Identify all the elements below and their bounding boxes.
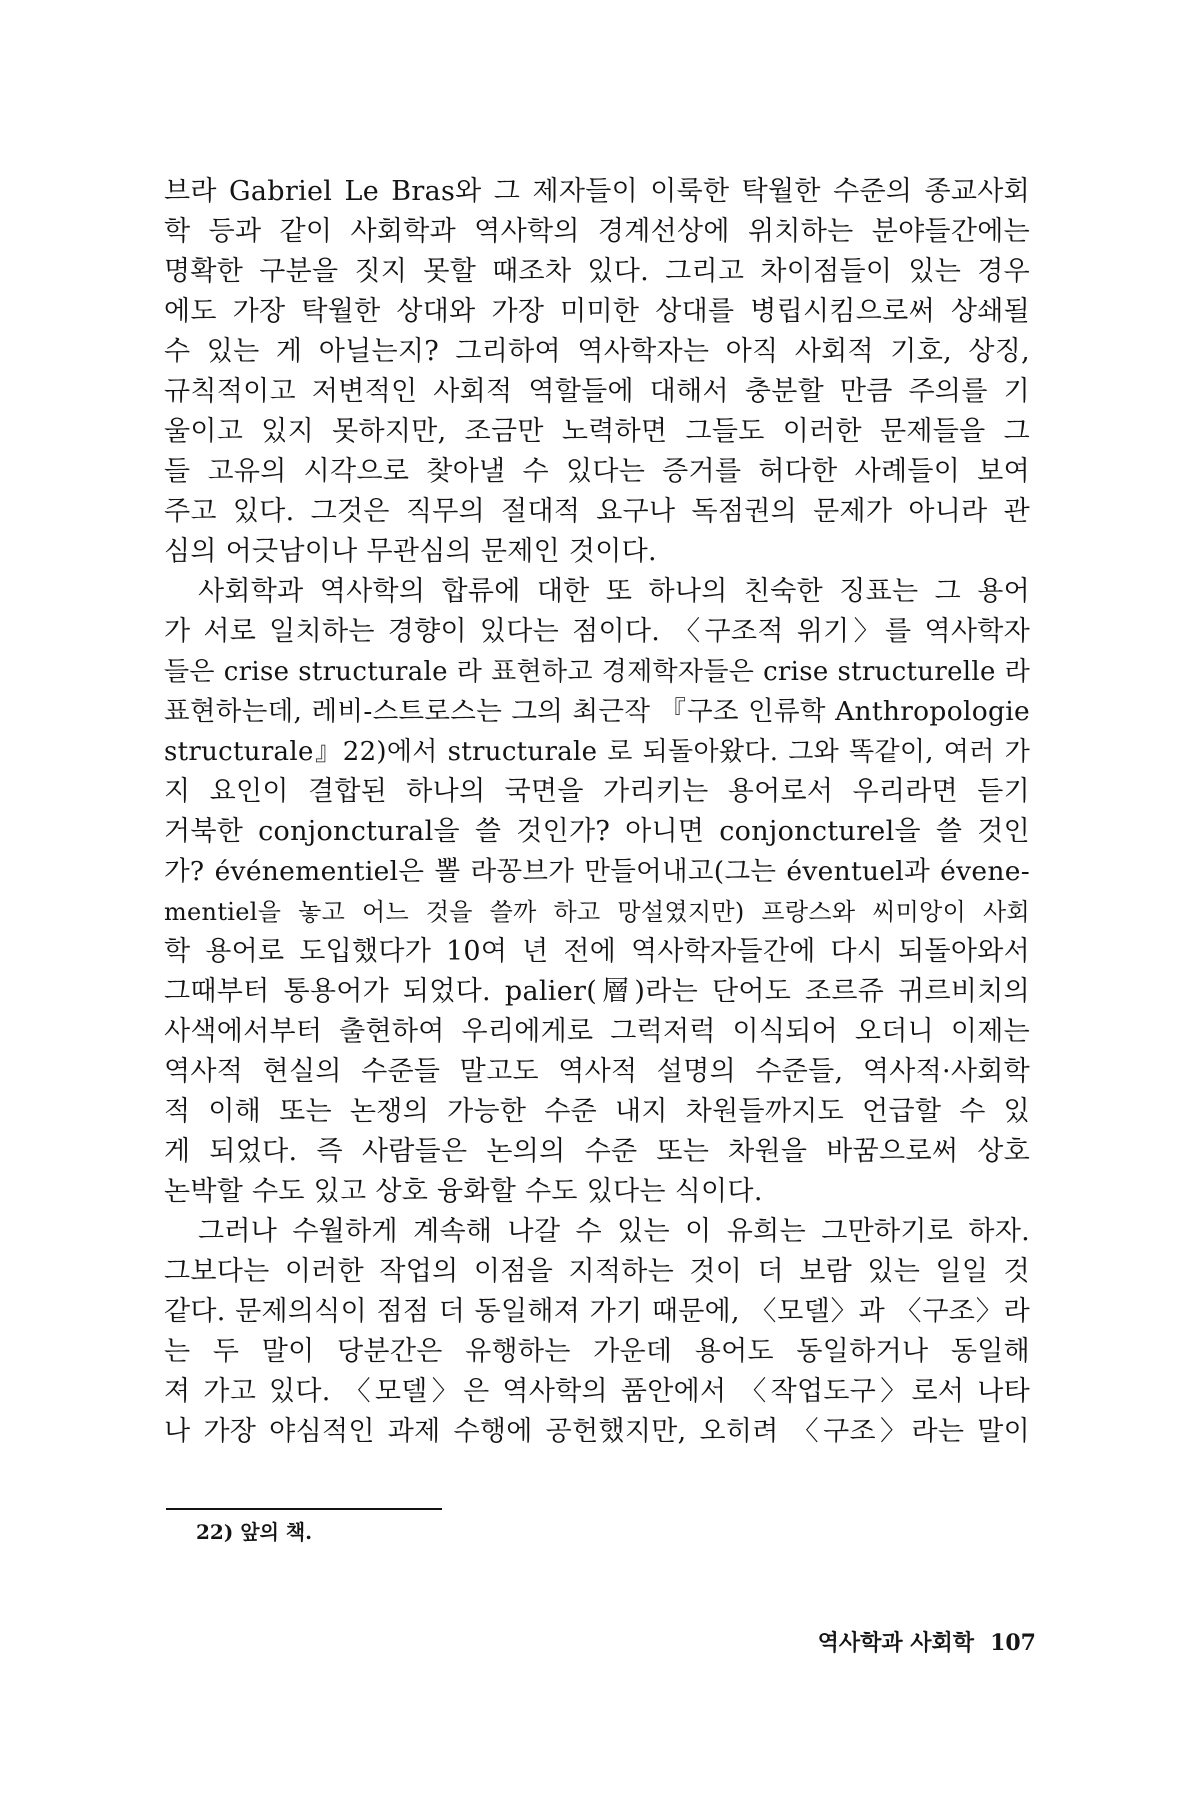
- paragraph-first-line: 그러나 수월하게 계속해 나갈 수 있는 이 유희는 그만하기로 하자.: [198, 1216, 1030, 1247]
- body-line: 규칙적이고 저변적인 사회적 역할들에 대해서 충분할 만큼 주의를 기: [164, 376, 1030, 407]
- body-line: 울이고 있지 못하지만, 조금만 노력하면 그들도 이러한 문제들을 그: [164, 416, 1030, 447]
- body-line: 명확한 구분을 짓지 못할 때조차 있다. 그리고 차이점들이 있는 경우: [164, 256, 1030, 287]
- body-line: 적 이해 또는 논쟁의 가능한 수준 내지 차원들까지도 언급할 수 있: [164, 1096, 1030, 1127]
- body-line: 논박할 수도 있고 상호 융화할 수도 있다는 식이다.: [164, 1176, 763, 1207]
- body-line: 그때부터 통용어가 되었다. palier(層)라는 단어도 조르쥬 귀르비치의: [164, 976, 1030, 1007]
- body-line: 수 있는 게 아닐는지? 그리하여 역사학자는 아직 사회적 기호, 상징,: [164, 336, 1030, 367]
- body-line: 는 두 말이 당분간은 유행하는 가운데 용어도 동일하거나 동일해: [164, 1336, 1030, 1367]
- body-line: 가 서로 일치하는 경향이 있다는 점이다. 〈구조적 위기〉를 역사학자: [164, 616, 1030, 647]
- page-number: 107: [990, 1630, 1036, 1656]
- body-line: 브라 Gabriel Le Bras와 그 제자들이 이룩한 탁월한 수준의 종교사회: [164, 176, 1030, 207]
- body-line: 사색에서부터 출현하여 우리에게로 그럭저럭 이식되어 오더니 이제는: [164, 1016, 1030, 1047]
- body-line: 나 가장 야심적인 과제 수행에 공헌했지만, 오히려 〈구조〉라는 말이: [164, 1416, 1030, 1447]
- body-line: 가? événementiel은 뽈 라꽁브가 만들어내고(그는 éventuel과 évene-: [164, 856, 1030, 887]
- body-line: mentiel을 놓고 어느 것을 쓸까 하고 망설였지만) 프랑스와 씨미앙이 사회: [164, 898, 1030, 926]
- body-line: 져 가고 있다. 〈모델〉은 역사학의 품안에서 〈작업도구〉로서 나타: [164, 1376, 1030, 1407]
- body-line: 거북한 conjonctural을 쓸 것인가? 아니면 conjoncturel을 쓸 것인: [164, 816, 1030, 847]
- body-line: 학 용어로 도입했다가 10여 년 전에 역사학자들간에 다시 되돌아와서: [164, 936, 1030, 967]
- footnote: 22) 앞의 책.: [196, 1520, 313, 1544]
- footnote-divider: [166, 1508, 442, 1510]
- running-footer: [818, 1628, 1036, 1658]
- body-line: 주고 있다. 그것은 직무의 절대적 요구나 독점권의 문제가 아니라 관: [164, 496, 1030, 527]
- paragraph-first-line: 사회학과 역사학의 합류에 대한 또 하나의 친숙한 징표는 그 용어: [198, 576, 1030, 607]
- body-line: 들은 crise structurale 라 표현하고 경제학자들은 crise structurelle 라: [164, 657, 1030, 687]
- body-line: 게 되었다. 즉 사람들은 논의의 수준 또는 차원을 바꿈으로써 상호: [164, 1136, 1030, 1167]
- body-line: structurale』22)에서 structurale 로 되돌아왔다. 그와 똑같이, 여러 가: [164, 737, 1030, 767]
- body-line: 표현하는데, 레비-스트로스는 그의 최근작 『구조 인류학 Anthropologie: [164, 696, 1030, 727]
- body-line: 역사적 현실의 수준들 말고도 역사적 설명의 수준들, 역사적·사회학: [164, 1056, 1030, 1087]
- body-line: 학 등과 같이 사회학과 역사학의 경계선상에 위치하는 분야들간에는: [164, 216, 1030, 247]
- body-line: 지 요인이 결합된 하나의 국면을 가리키는 용어로서 우리라면 듣기: [164, 776, 1030, 807]
- body-line: 심의 어긋남이나 무관심의 문제인 것이다.: [164, 536, 657, 567]
- body-line: 같다. 문제의식이 점점 더 동일해져 가기 때문에, 〈모델〉과 〈구조〉라: [164, 1296, 1030, 1327]
- body-line: 들 고유의 시각으로 찾아낼 수 있다는 증거를 허다한 사례들이 보여: [164, 456, 1030, 487]
- body-line: 그보다는 이러한 작업의 이점을 지적하는 것이 더 보람 있는 일일 것: [164, 1256, 1030, 1287]
- running-title: 역사학과 사회학: [817, 1630, 975, 1656]
- body-line: 에도 가장 탁월한 상대와 가장 미미한 상대를 병립시킴으로써 상쇄될: [164, 296, 1030, 327]
